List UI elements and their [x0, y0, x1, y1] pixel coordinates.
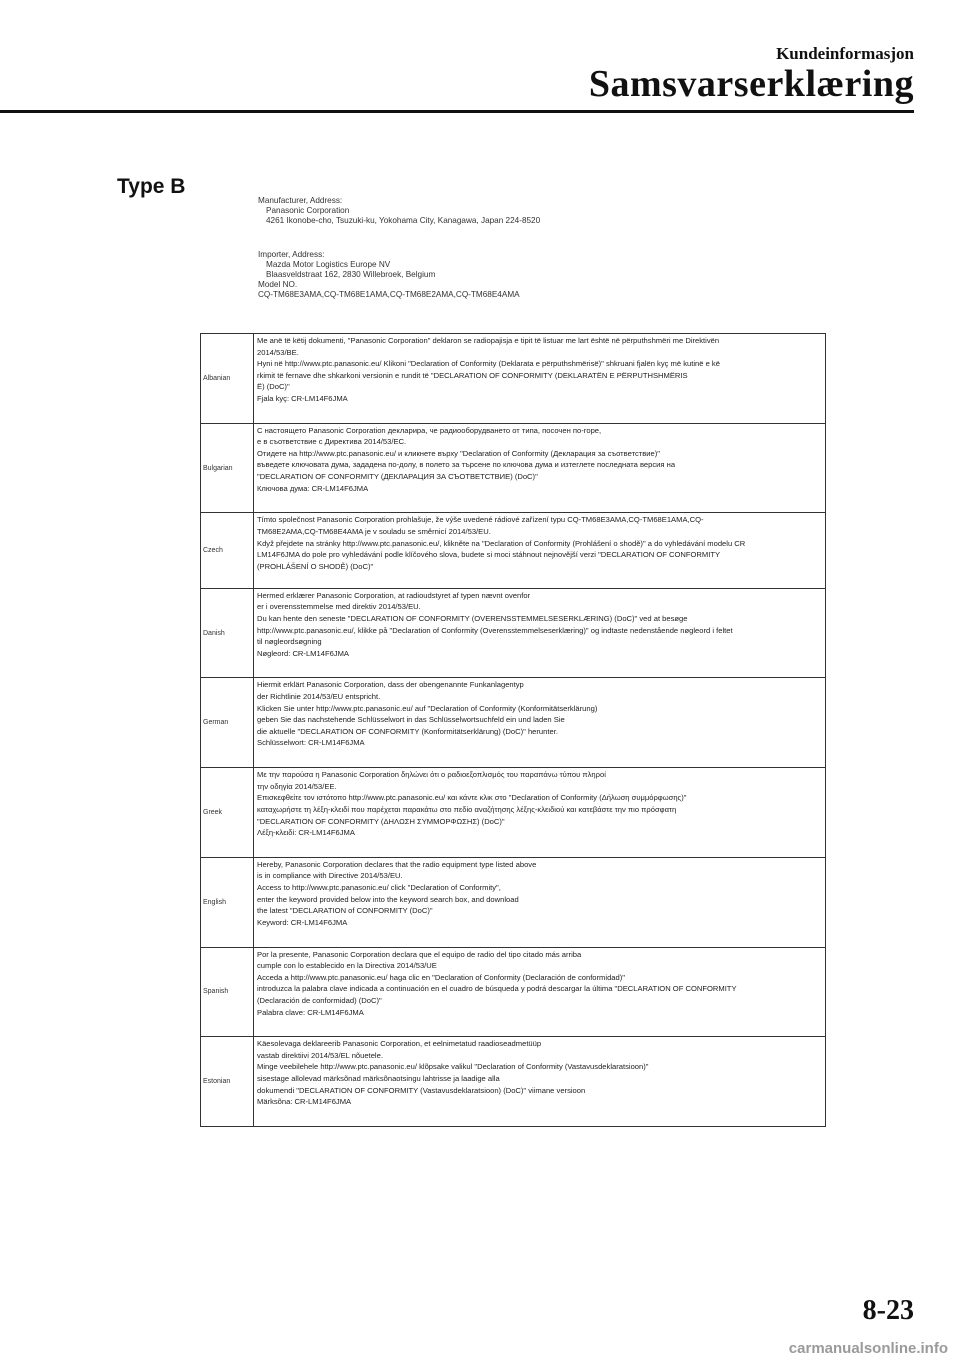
- declaration-row: [201, 768, 826, 858]
- page-number: 8-23: [862, 1295, 914, 1326]
- manufacturer-address: 4261 Ikonobe-cho, Tsuzuki-ku, Yokohama City, Kanagawa, Japan 224-8520: [266, 216, 541, 225]
- declaration-line: (PROHLÁŠENÍ O SHODĚ) (DoC)": [257, 561, 374, 571]
- declaration-language: Bulgarian: [201, 423, 254, 513]
- declaration-language: German: [201, 678, 254, 768]
- declaration-language: Greek: [201, 768, 254, 858]
- manufacturer-importer-info: [258, 196, 818, 300]
- declaration-language: Estonian: [201, 1037, 254, 1127]
- declaration-line: Acceda a http://www.ptc.panasonic.eu/ haga clic en "Declaration of Conformity (Declaración de conformidad)": [257, 972, 625, 982]
- declaration-line: TM68E2AMA,CQ-TM68E4AMA je v souladu se směrnicí 2014/53/EU.: [257, 527, 491, 536]
- declaration-line: enter the keyword provided below into the keyword search box, and download: [257, 894, 519, 904]
- manufacturer-name: Panasonic Corporation: [266, 206, 350, 215]
- declaration-row: [201, 857, 826, 947]
- declaration-line: καταχωρήστε τη λέξη-κλειδί που παρέχεται παρακάτω στο πεδίο αναζήτησης λέξης-κλειδιού και κατεβάστε την πιο πρόσφατη: [257, 804, 677, 814]
- declaration-line: LM14F6JMA do pole pro vyhledávání podle klíčového slova, budete si moci stáhnout nejnovější verzi "DECLARATION OF CONFORMITY: [257, 550, 721, 560]
- declaration-line: Hyni në http://www.ptc.panasonic.eu/ Klikoni "Declaration of Conformity (Deklarata e përputhshmërisë)" shkruani fjalën kyç më kutinë e kë: [257, 359, 720, 369]
- declaration-line: sisestage allolevad märksõnad märksõnaotsingu lahtrisse ja laadige alla: [257, 1074, 500, 1084]
- declaration-line: der Richtlinie 2014/53/EU entspricht.: [257, 692, 381, 702]
- declaration-line: Když přejdete na stránky http://www.ptc.panasonic.eu/, klikněte na "Declaration of Conformity (Prohlášení o shodě)" a do vyhledávání modelu CR: [257, 538, 746, 548]
- declaration-line: Palabra clave: CR-LM14F6JMA: [257, 1007, 364, 1017]
- declaration-line: Keyword: CR-LM14F6JMA: [257, 917, 348, 927]
- declaration-table: [200, 333, 826, 1127]
- declaration-text: [254, 588, 826, 678]
- declaration-line: Minge veebilehele http://www.ptc.panasonic.eu/ klõpsake valikul "Declaration of Conformity (Vastavusdeklaratsioon)": [257, 1062, 649, 1072]
- declaration-language: English: [201, 857, 254, 947]
- declaration-row: [201, 423, 826, 513]
- declaration-text: [254, 857, 826, 947]
- declaration-line: die aktuelle "DECLARATION OF CONFORMITY (Konformitätserklärung) (DoC)" herunter.: [257, 726, 558, 736]
- declaration-line: Klicken Sie unter http://www.ptc.panasonic.eu/ auf "Declaration of Conformity (Konformitätserklärung): [257, 703, 598, 713]
- declaration-line: dokumendi "DECLARATION OF CONFORMITY (Vastavusdeklaratsioon) (DoC)" viimane versioon: [257, 1085, 586, 1095]
- declaration-line: въведете ключовата дума, зададена по-долу, в полето за търсене по ключова дума и изтеглете последната версия на: [257, 460, 676, 470]
- declaration-line: Schlüsselwort: CR-LM14F6JMA: [257, 738, 365, 748]
- declaration-line: Επισκεφθείτε τον ιστότοπο http://www.ptc.panasonic.eu/ και κάντε κλικ στο "Declaration of Conformity (Δήλωση συμμόρφωσης)": [257, 793, 687, 803]
- declaration-row: [201, 947, 826, 1037]
- declaration-text: [254, 947, 826, 1037]
- declaration-line: Access to http://www.ptc.panasonic.eu/ click "Declaration of Conformity",: [257, 883, 501, 893]
- declaration-line: vastab direktiivi 2014/53/EL nõuetele.: [257, 1050, 383, 1060]
- declaration-line: "DECLARATION OF CONFORMITY (ΔΗΛΩΣΗ ΣΥΜΜΟΡΦΩΣΗΣ) (DoC)": [257, 816, 505, 826]
- declaration-language: Albanian: [201, 334, 254, 424]
- declaration-line: Me anë të këtij dokumenti, "Panasonic Corporation" deklaron se radiopajisja e tipit të listuar me lart është në përputhshmëri me Direktivën: [257, 336, 720, 345]
- declaration-line: Käesolevaga deklareerib Panasonic Corporation, et eelnimetatud raadioseadmetüüp: [257, 1039, 542, 1049]
- declaration-line: Por la presente, Panasonic Corporation declara que el equipo de radio del tipo citado más arriba: [257, 949, 582, 959]
- manufacturer-heading: Manufacturer, Address:: [258, 196, 343, 205]
- declaration-line: Отидете на http://www.ptc.panasonic.eu/ и кликнете върху "Declaration of Conformity (Декларация за съответствие)": [257, 448, 660, 458]
- declaration-line: er i overensstemmelse med direktiv 2014/53/EU.: [257, 602, 421, 612]
- declaration-text: [254, 768, 826, 858]
- type-label: Type B: [117, 175, 186, 198]
- declaration-line: (Declaración de conformidad) (DoC)": [257, 995, 382, 1005]
- declaration-line: til nøgleordsøgning: [257, 637, 322, 647]
- declaration-row: [201, 513, 826, 588]
- importer-name: Mazda Motor Logistics Europe NV: [266, 260, 391, 269]
- declaration-line: the latest "DECLARATION of CONFORMITY (DoC)": [257, 906, 433, 916]
- declaration-text: [254, 423, 826, 513]
- declaration-text: [254, 1037, 826, 1127]
- declaration-line: Ë) (DoC)": [257, 382, 290, 392]
- declaration-line: е в съответствие с Директива 2014/53/ЕС.: [257, 437, 407, 447]
- importer-heading: Importer, Address:: [258, 250, 325, 259]
- declaration-language: Czech: [201, 513, 254, 588]
- page-title: Samsvarserklæring: [588, 63, 914, 105]
- declaration-line: rkimit të fernave dhe shkarkoni versionin e rundit të "DECLARATION OF CONFORMITY (DEKLARATËN E PËRPUTHSHMËRIS: [257, 370, 688, 380]
- declaration-line: С настоящето Panasonic Corporation декларира, че радиооборудването от типа, посочен по-горе,: [257, 425, 602, 435]
- declaration-line: Hereby, Panasonic Corporation declares that the radio equipment type listed above: [257, 859, 537, 869]
- declaration-line: 2014/53/BE.: [257, 347, 299, 357]
- declaration-row: [201, 334, 826, 424]
- declaration-line: Ключова дума: CR-LM14F6JMA: [257, 483, 369, 493]
- declaration-line: Fjala kyç: CR-LM14F6JMA: [257, 393, 348, 403]
- header-rule: [0, 110, 914, 113]
- declaration-line: Märksõna: CR-LM14F6JMA: [257, 1097, 352, 1107]
- declaration-line: geben Sie das nachstehende Schlüsselwort in das Schlüsselwortsuchfeld ein und laden Sie: [257, 715, 565, 725]
- declaration-language: Spanish: [201, 947, 254, 1037]
- declaration-row: [201, 588, 826, 678]
- declaration-line: Λέξη-κλειδί: CR-LM14F6JMA: [257, 828, 355, 838]
- importer-address: Blaasveldstraat 162, 2830 Willebroek, Belgium: [266, 270, 436, 279]
- declaration-text: [254, 334, 826, 424]
- declaration-line: introduzca la palabra clave indicada a continuación en el cuadro de búsqueda y podrá descargar la última "DECLARATION OF CONFORMITY: [257, 984, 737, 994]
- declaration-line: http://www.ptc.panasonic.eu/, klikke på "Declaration of Conformity (Overensstemmelseserklæring)" og indtaste nedenstående nøgleord i feltet: [257, 625, 733, 635]
- declaration-row: [201, 1037, 826, 1127]
- declaration-line: Tímto společnost Panasonic Corporation prohlašuje, že výše uvedené rádiové zařízení typu CQ-TM68E3AMA,CQ-TM68E1AMA,CQ-: [257, 515, 704, 525]
- model-label: Model NO.: [258, 280, 298, 289]
- declaration-line: Hiermit erklärt Panasonic Corporation, dass der obengenannte Funkanlagentyp: [257, 680, 524, 690]
- declaration-text: [254, 678, 826, 768]
- declaration-text: [254, 513, 826, 588]
- model-list: CQ-TM68E3AMA,CQ-TM68E1AMA,CQ-TM68E2AMA,CQ-TM68E4AMA: [258, 290, 520, 299]
- declaration-language: Danish: [201, 588, 254, 678]
- declaration-line: Nøgleord: CR-LM14F6JMA: [257, 648, 349, 658]
- declaration-line: Με την παρούσα η Panasonic Corporation δηλώνει ότι ο ραδιοεξοπλισμός του παραπάνω τύπου πληροί: [257, 770, 606, 780]
- section-name: Kundeinformasjon: [776, 44, 914, 63]
- declaration-line: cumple con lo establecido en la Directiva 2014/53/UE: [257, 961, 437, 971]
- declaration-line: Hermed erklærer Panasonic Corporation, at radioudstyret af typen nævnt ovenfor: [257, 590, 531, 600]
- declaration-line: Du kan hente den seneste "DECLARATION OF CONFORMITY (OVERENSSTEMMELSESERKLÆRING) (DoC)" ved at besøge: [257, 613, 688, 623]
- watermark: carmanualsonline.info: [788, 1340, 948, 1357]
- declaration-row: [201, 678, 826, 768]
- declaration-line: την οδηγία 2014/53/ΕΕ.: [257, 781, 337, 791]
- declaration-line: is in compliance with Directive 2014/53/EU.: [257, 871, 403, 881]
- declaration-line: "DECLARATION OF CONFORMITY (ДЕКЛАРАЦИЯ ЗА СЪОТВЕТСТВИЕ) (DoC)": [257, 472, 538, 482]
